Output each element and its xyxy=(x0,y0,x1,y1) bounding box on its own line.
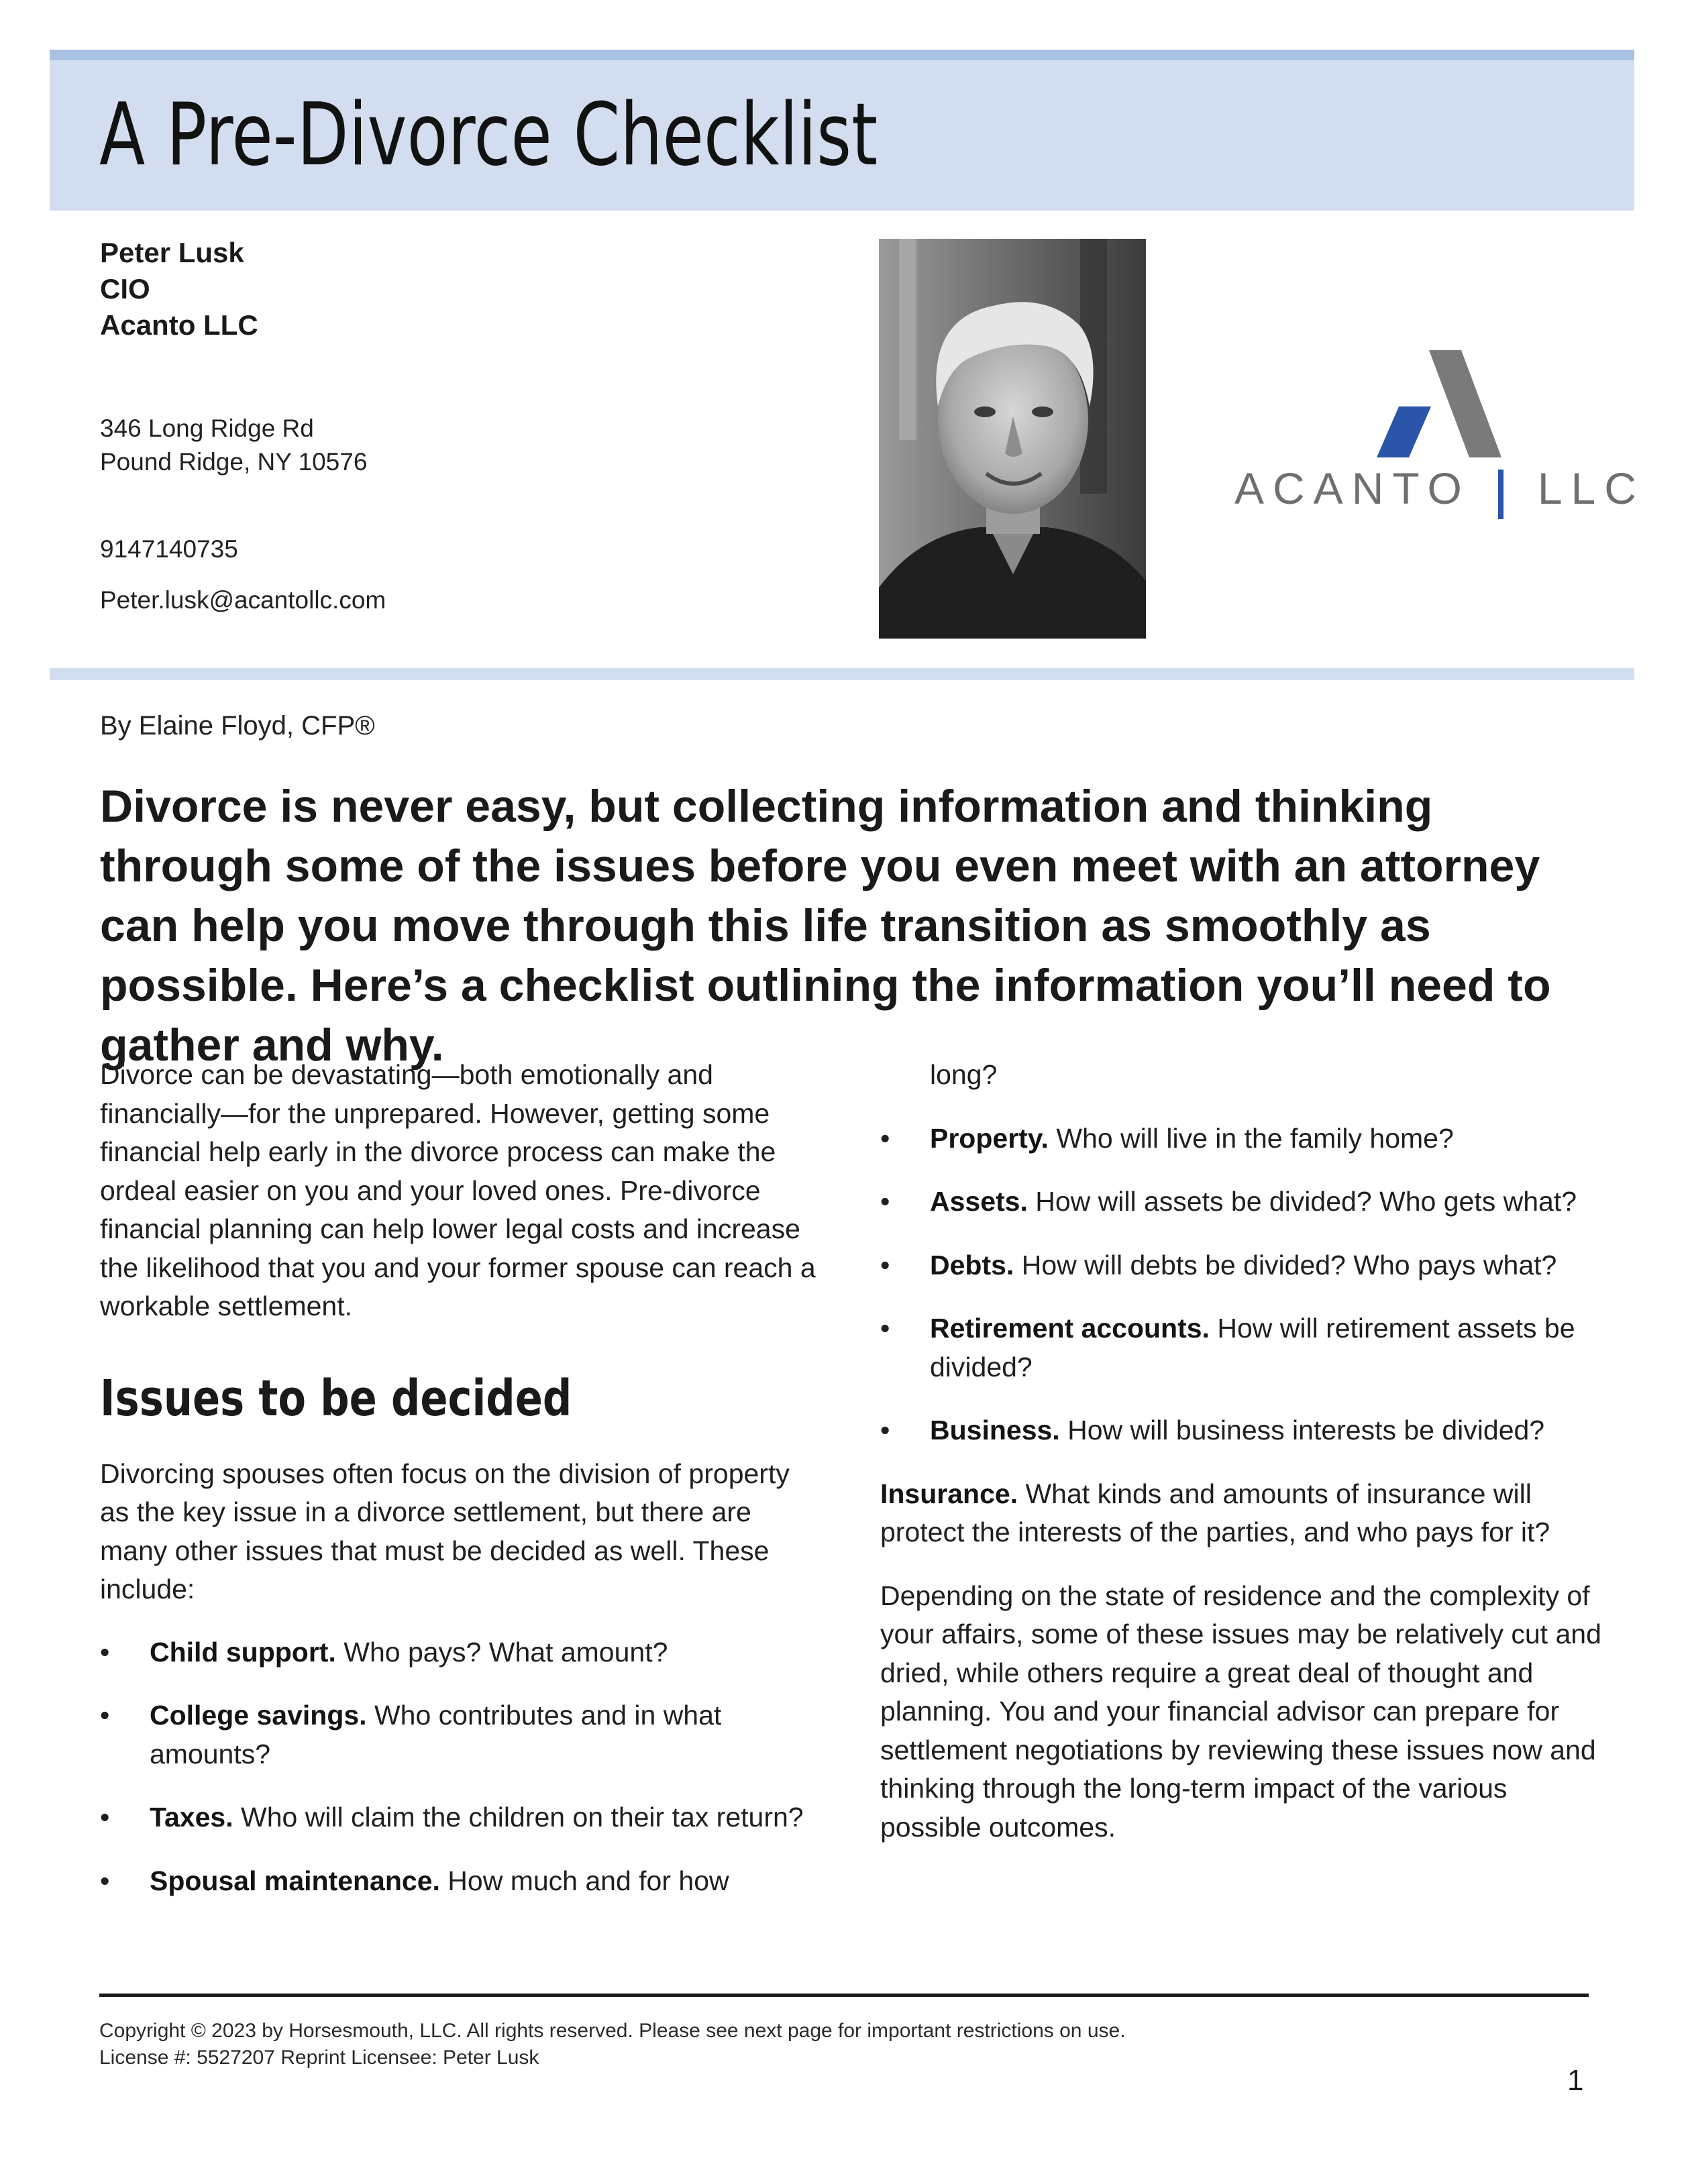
list-item: • Taxes. Who will claim the children on their tax return? xyxy=(100,1798,818,1837)
bullet-icon: • xyxy=(100,1865,110,1896)
byline: By Elaine Floyd, CFP® xyxy=(100,711,375,741)
copyright-notice: Copyright © 2023 by Horsesmouth, LLC. All rights reserved. Please see next page for important restrictions on use. xyxy=(99,2020,1126,2042)
bullet-icon: • xyxy=(880,1186,890,1217)
continued-text: long? xyxy=(930,1059,998,1090)
header-top-rule xyxy=(50,50,1634,60)
logo-name: ACANTO xyxy=(1234,463,1471,513)
issues-intro-paragraph: Divorcing spouses often focus on the division of property as the key issue in a divorce settlement, but there are many other issues that must be decided as well. These include: xyxy=(100,1458,790,1604)
contact-phone: 9147140735 xyxy=(100,535,238,563)
page-title: A Pre-Divorce Checklist xyxy=(99,85,878,185)
list-item: • Retirement accounts. How will retirement assets be divided? xyxy=(880,1309,1605,1386)
list-item: • College savings. Who contributes and in what amounts? xyxy=(100,1696,818,1773)
list-item: • Property. Who will live in the family home? xyxy=(880,1120,1605,1158)
list-item: • Debts. How will debts be divided? Who pays what? xyxy=(880,1246,1605,1285)
bullet-icon: • xyxy=(100,1802,110,1833)
logo-divider xyxy=(1498,470,1504,519)
issues-list-right xyxy=(880,1120,1605,1450)
list-item: • Assets. How will assets be divided? Who gets what? xyxy=(880,1183,1605,1221)
right-column xyxy=(880,1056,1605,1847)
footer-rule xyxy=(99,1994,1589,1997)
bullet-icon: • xyxy=(880,1249,890,1280)
page-number: 1 xyxy=(1567,2064,1584,2097)
contact-email: Peter.lusk@acantollc.com xyxy=(100,586,386,614)
bullet-icon: • xyxy=(880,1122,890,1154)
contact-address-line2: Pound Ridge, NY 10576 xyxy=(100,448,368,476)
logo-text xyxy=(1234,463,1645,514)
contact-company: Acanto LLC xyxy=(100,309,258,341)
insurance-paragraph: Insurance. What kinds and amounts of insurance will protect the interests of the parties, and who pays for it? xyxy=(880,1478,1550,1547)
license-notice: License #: 5527207 Reprint Licensee: Peter Lusk xyxy=(99,2046,539,2069)
issues-list-left xyxy=(100,1633,818,1901)
logo-suffix: LLC xyxy=(1537,463,1645,513)
list-item: • Child support. Who pays? What amount? xyxy=(100,1633,818,1672)
section-heading: Issues to be decided xyxy=(100,1369,572,1427)
section-divider xyxy=(50,668,1634,680)
contact-address-line1: 346 Long Ridge Rd xyxy=(100,415,314,442)
intro-paragraph: Divorce can be devastating—both emotionally and financially—for the unprepared. However, getting some financial help early in the divorce process can make the ordeal easier on you and your loved ones. Pre-divorce financial planning can help lower legal costs and increase the likelihood that you and your former spouse can reach a workable settlement. xyxy=(100,1059,816,1321)
closing-paragraph: Depending on the state of residence and the complexity of your affairs, some of these issues may be relatively cut and dried, while others require a great deal of thought and planning. You and your financial advisor can prepare for settlement negotiations by reviewing these issues now and thinking through the long-term impact of the various possible outcomes. xyxy=(880,1580,1601,1843)
left-column xyxy=(100,1056,818,1925)
list-item: • Business. How will business interests be divided? xyxy=(880,1411,1605,1450)
advisor-photo xyxy=(879,239,1146,639)
bullet-icon: • xyxy=(880,1415,890,1445)
portrait-image xyxy=(879,239,1146,639)
lead-paragraph: Divorce is never easy, but collecting information and thinking through some of the issues before you even meet with an attorney can help you move through this life transition as smoothly as possible. Here’s a checklist outlining the information you’ll need to gather and why. xyxy=(100,781,1551,1071)
contact-name: Peter Lusk xyxy=(100,237,244,268)
bullet-icon: • xyxy=(880,1313,890,1344)
bullet-icon: • xyxy=(100,1700,110,1731)
contact-role: CIO xyxy=(100,273,150,305)
list-item: • Spousal maintenance. How much and for how xyxy=(100,1862,818,1901)
bullet-icon: • xyxy=(100,1636,110,1668)
